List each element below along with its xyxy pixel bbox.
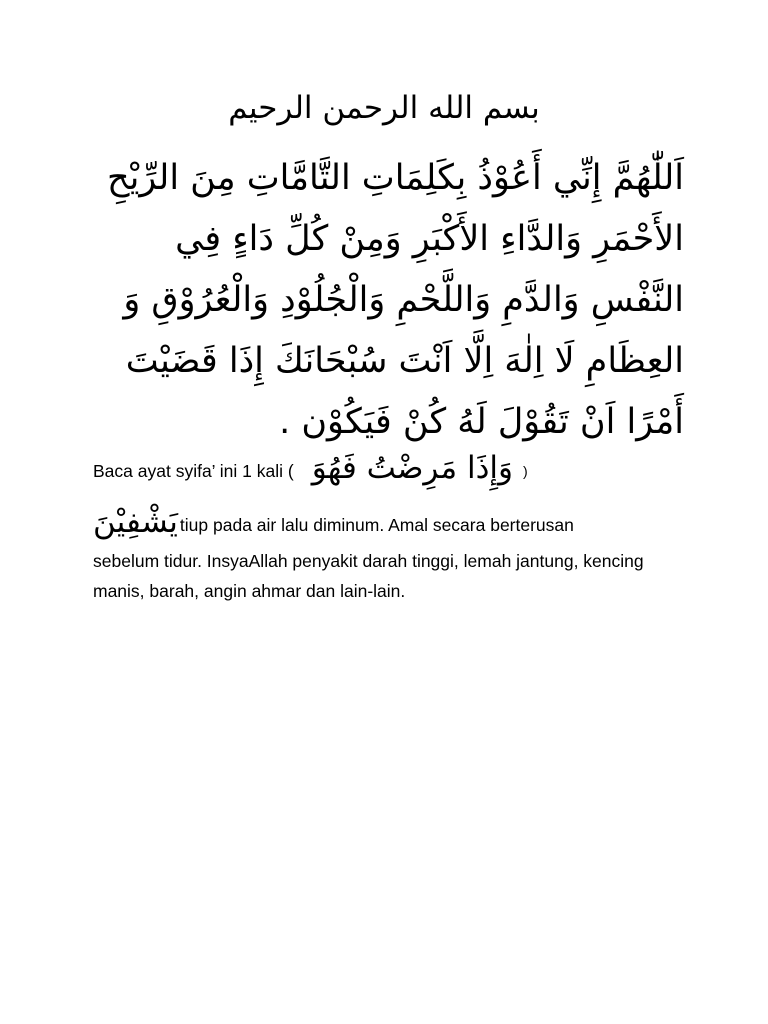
doa-line: أَمْرًا اَنْ تَقُوْلَ لَهُ كُنْ فَيَكُوْن . xyxy=(279,402,684,442)
doa-line: العِظَامِ لَا اِلٰهَ اِلَّا اَنْتَ سُبْحَانَكَ إِذَا قَضَيْتَ xyxy=(125,341,684,381)
basmala-heading: بسم الله الرحمن الرحيم xyxy=(228,90,540,126)
instruction-line-1 xyxy=(93,438,693,490)
instruction-line-2 xyxy=(93,494,693,544)
ayat-syifa-part-1: وَإِذَا مَرِضْتُ فَهُوَ xyxy=(311,450,513,486)
closing-paren: ) xyxy=(523,463,528,479)
ayat-syifa-part-2: يَشْفِيْنَ xyxy=(93,504,178,540)
doa-text xyxy=(88,148,684,453)
doa-line: الأَحْمَرِ وَالدَّاءِ الأَكْبَرِ وَمِنْ كُلِّ دَاءٍ فِي xyxy=(175,219,684,259)
instruction-prefix: Baca ayat syifa’ ini 1 kali ( xyxy=(93,461,294,481)
instruction-paragraph xyxy=(93,438,693,606)
doa-line: اَللّٰهُمَّ إِنِّي أَعُوْذُ بِكَلِمَاتِ التَّامَّاتِ مِنَ الرِّيْحِ xyxy=(107,158,684,198)
instruction-continuation: sebelum tidur. InsyaAllah penyakit darah tinggi, lemah jantung, kencing manis, barah, angin ahmar dan lain-lain. xyxy=(93,551,644,601)
instruction-suffix: tiup pada air lalu diminum. Amal secara berterusan xyxy=(179,515,574,535)
doa-line: النَّفْسِ وَالدَّمِ وَاللَّحْمِ وَالْجُلُوْدِ وَالْعُرُوْقِ وَ xyxy=(123,280,684,320)
